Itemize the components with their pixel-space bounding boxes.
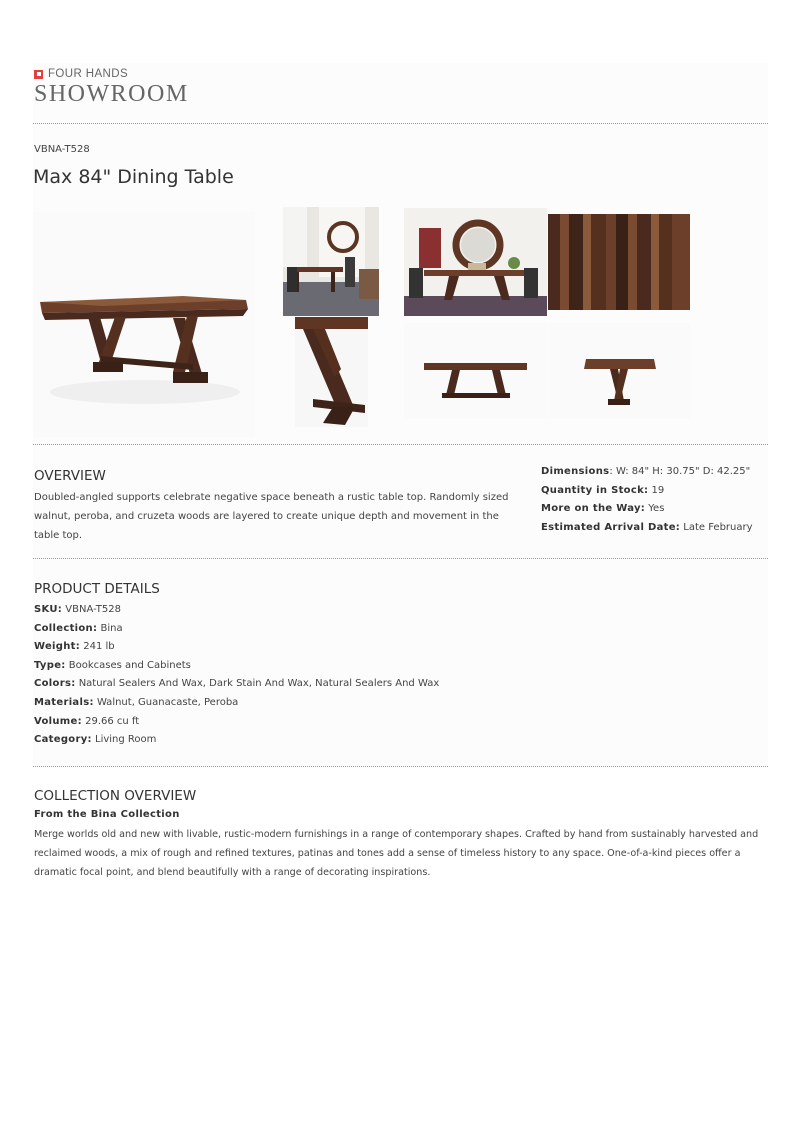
divider [33,766,768,767]
room-scene-image-2 [404,208,547,316]
detail-type: Type: Bookcases and Cabinets [34,659,191,671]
detail-colors: Colors: Natural Sealers And Wax, Dark Stain And Wax, Natural Sealers And Wax [34,678,440,690]
spec-quantity: Quantity in Stock: 19 [541,484,665,496]
detail-weight: Weight: 241 lb [34,641,115,653]
spec-dimensions: Dimensions: W: 84" H: 30.75" D: 42.25" [541,466,751,477]
product-code: VBNA-T528 [34,144,90,155]
side-view-image [404,323,547,419]
specs-list [541,463,767,537]
divider [33,558,768,559]
detail-volume: Volume: 29.66 cu ft [34,715,140,727]
overview-heading: OVERVIEW [34,468,106,484]
divider [33,444,768,445]
divider [33,123,768,124]
collection-text: Merge worlds old and new with livable, rustic-modern furnishings in a range of contemporary shapes. Crafted by hand from sustainably harvested and reclaimed woods, a mix of rough and refined textures, patinas and tones add a sense of timeless history to any space. One-of-a-kind pieces offer a dramatic focal point, and blend beautifully with a range of decorating inspirations. [34,829,759,878]
brand-top-line [34,68,189,80]
spec-arrival-date: Estimated Arrival Date: Late February [541,521,753,533]
collection-subheading: From the Bina Collection [34,809,180,820]
detail-category: Category: Living Room [34,734,157,746]
spec-more-on-way: More on the Way: Yes [541,503,665,515]
overview-text: Doubled-angled supports celebrate negative space beneath a rustic table top. Randomly sized walnut, peroba, and cruzeta woods are layered to create unique depth and movement in the table top. [34,492,509,541]
details-list [34,601,754,750]
detail-sku: SKU: VBNA-T528 [34,604,121,615]
product-title: Max 84" Dining Table [33,166,234,188]
brand-top-text: FOUR HANDS [48,68,129,80]
details-heading: PRODUCT DETAILS [34,581,160,597]
room-scene-image [283,207,379,316]
main-product-image [33,212,255,437]
end-view-image [548,323,690,419]
brand-bottom-text: SHOWROOM [34,81,189,107]
brand-square-icon [34,70,43,79]
brand-logo [34,68,189,107]
leg-detail-image [295,317,368,427]
detail-collection: Collection: Bina [34,622,123,634]
collection-heading: COLLECTION OVERVIEW [34,788,197,804]
wood-texture-image [548,214,690,310]
detail-materials: Materials: Walnut, Guanacaste, Peroba [34,696,239,708]
